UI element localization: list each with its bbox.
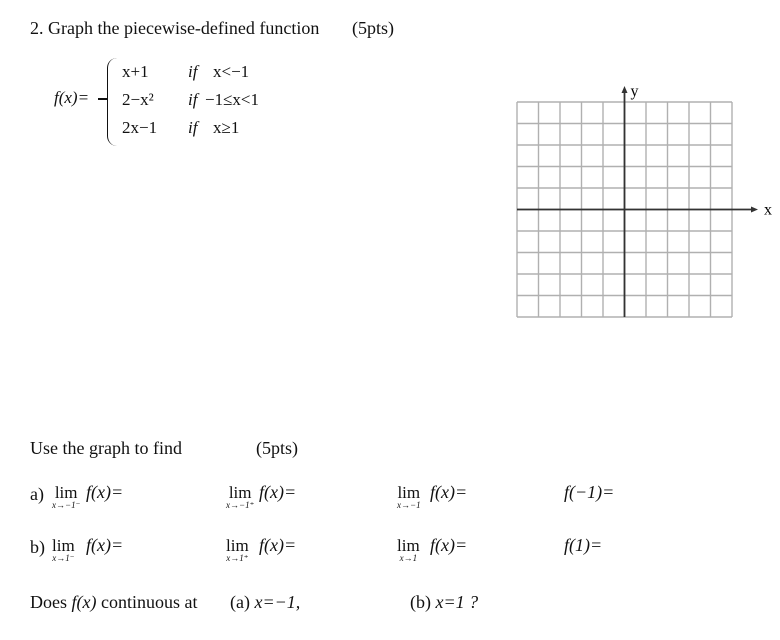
row-b-lim-1	[52, 537, 75, 563]
lim-word: lim	[226, 536, 249, 555]
row-a-expr-2: f(x)=	[259, 482, 297, 502]
piece-3-if: if	[188, 118, 198, 137]
piece-2-if: if	[188, 90, 198, 109]
continuity-part-a-label: (a)	[230, 592, 250, 612]
row-a-label: a)	[30, 484, 44, 504]
continuity-part-b	[410, 592, 478, 613]
row-a-lim-3	[397, 484, 421, 510]
row-a-lim-2	[226, 484, 254, 510]
x-axis-label: x	[764, 201, 772, 219]
piece-1-expr: x+1	[122, 62, 149, 81]
piece-3-cond: x≥1	[213, 118, 240, 137]
piece-2-expr: 2−x²	[122, 90, 154, 109]
lim-word: lim	[397, 536, 420, 555]
piecewise-brace	[107, 58, 122, 146]
lim-subscript: x→1⁻	[52, 553, 75, 563]
lim-subscript: x→−1⁺	[226, 500, 255, 510]
row-a-lim-1	[52, 484, 80, 510]
lim-word: lim	[228, 483, 252, 502]
continuity-part-b-label: (b)	[410, 592, 431, 612]
piece-3-expr: 2x−1	[122, 118, 158, 137]
lim-word: lim	[54, 483, 78, 502]
lim-word: lim	[397, 483, 421, 502]
lim-subscript: x→1	[399, 553, 418, 563]
row-b-expr-1: f(x)=	[86, 535, 124, 555]
coordinate-grid[interactable]	[505, 78, 770, 318]
section-heading: Use the graph to find	[30, 438, 182, 458]
row-b-lim-3	[397, 537, 420, 563]
continuity-question	[30, 592, 197, 613]
row-b-expr-3: f(x)=	[430, 535, 468, 555]
section-points: (5pts)	[256, 438, 298, 458]
continuity-point-b: x=1 ?	[435, 592, 479, 612]
row-a-expr-4: f(−1)=	[564, 482, 615, 502]
row-b-expr-4: f(1)=	[564, 535, 603, 555]
row-b-lim-2	[226, 537, 249, 563]
x-axis-arrow-icon	[751, 207, 758, 213]
row-b-expr-2: f(x)=	[259, 535, 297, 555]
y-axis-label: y	[630, 83, 639, 100]
problem-number: 2.	[30, 18, 44, 38]
lim-subscript: x→−1⁻	[52, 500, 81, 510]
problem-title: Graph the piecewise-defined function	[48, 18, 320, 38]
problem-points: (5pts)	[352, 18, 394, 38]
row-a-expr-1: f(x)=	[86, 482, 124, 502]
lim-subscript: x→−1	[397, 500, 421, 510]
piece-1-if: if	[188, 62, 198, 81]
row-b-label: b)	[30, 537, 45, 557]
piecewise-brace-tip	[98, 98, 108, 100]
continuity-point-a: x=−1,	[254, 592, 301, 612]
piece-1-cond: x<−1	[213, 62, 250, 81]
lim-word: lim	[52, 536, 75, 555]
problem-heading	[30, 18, 319, 39]
continuity-part-a	[230, 592, 300, 613]
y-axis-arrow-icon	[622, 86, 628, 93]
continuity-prefix: Does	[30, 592, 67, 612]
function-lhs: f(x)=	[54, 88, 90, 107]
continuity-func: f(x)	[71, 592, 97, 612]
continuity-text: continuous at	[100, 592, 198, 612]
piece-2-cond: −1≤x<1	[205, 90, 260, 109]
lim-subscript: x→1⁺	[226, 553, 249, 563]
row-a-expr-3: f(x)=	[430, 482, 468, 502]
